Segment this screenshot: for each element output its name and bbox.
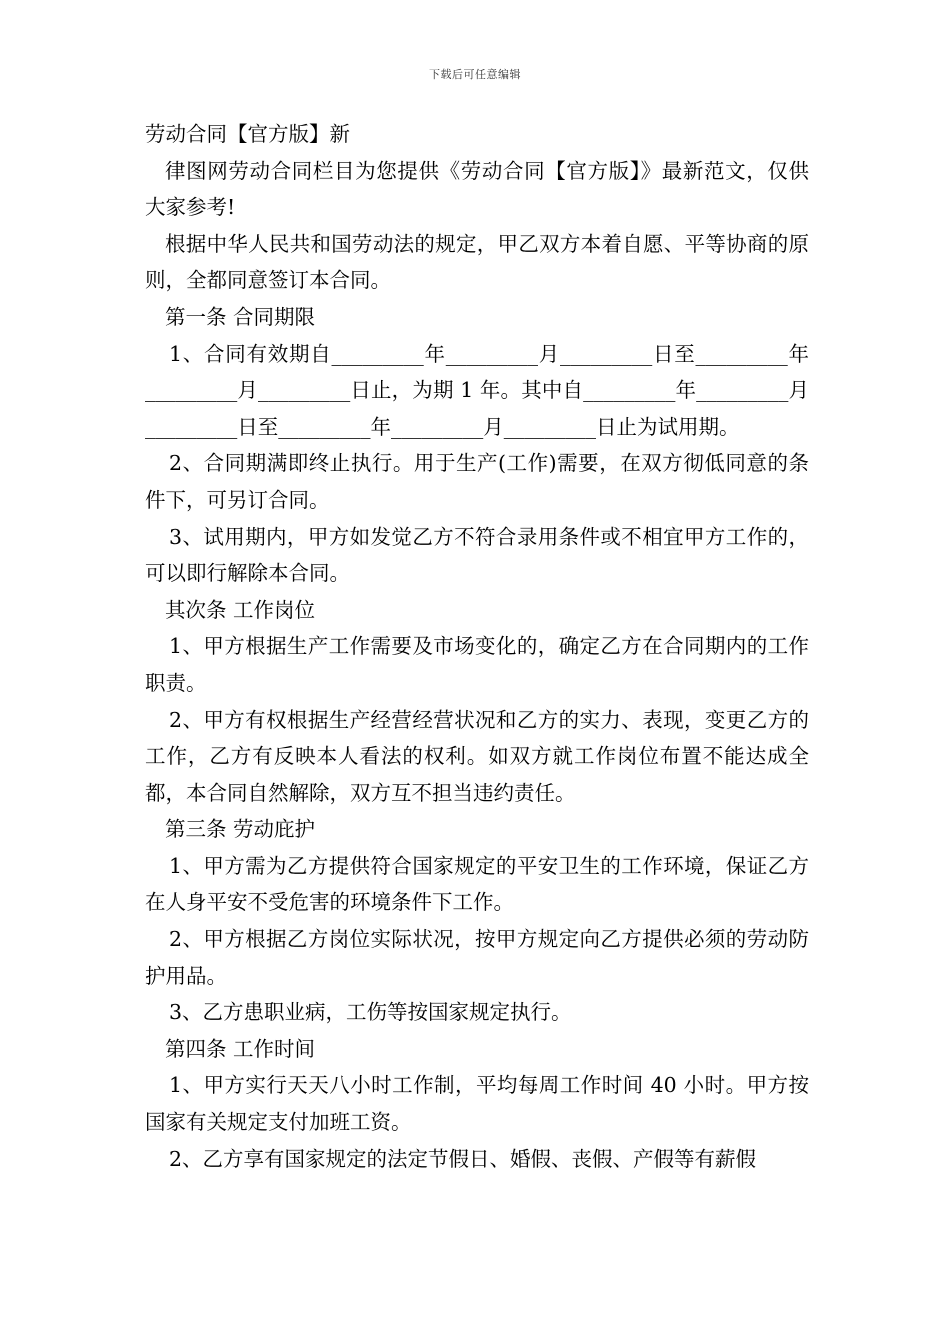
page-header-note: 下载后可任意编辑 [429, 68, 521, 81]
article-3-clause-3: 3、乙方患职业病，工伤等按国家规定执行。 [169, 1000, 572, 1025]
document-title: 劳动合同【官方版】新 [145, 122, 350, 146]
article-2-heading: 其次条 工作岗位 [165, 597, 316, 622]
article-2-clause-2: 2、甲方有权根据生产经营经营状况和乙方的实力、表现，变更乙方的工作，乙方有反映本人看法的权利。如双方就工作岗位布置不能达成全都，本合同自然解除，双方互不担当违约责任。 [145, 707, 809, 805]
article-1-clause-3: 3、试用期内，甲方如发觉乙方不符合录用条件或不相宜甲方工作的，可以即行解除本合同。 [145, 524, 809, 586]
article-3-clause-1: 1、甲方需为乙方提供符合国家规定的平安卫生的工作环境，保证乙方在人身平安不受危害的环境条件下工作。 [145, 853, 809, 915]
article-4-clause-1: 1、甲方实行天天八小时工作制，平均每周工作时间 40 小时。甲方按国家有关规定支付加班工资。 [145, 1073, 809, 1135]
article-4-heading: 第四条 工作时间 [165, 1036, 316, 1061]
intro-paragraph: 律图网劳动合同栏目为您提供《劳动合同【官方版】》最新范文，仅供大家参考! [145, 158, 809, 220]
article-1-clause-1: 1、合同有效期自_________年_________月_________日至_________年_________月_________日止，为期 1 年。其中自_________年_________月_________日至_________年_________月_________日止为试用期。 [145, 341, 809, 439]
article-4-clause-2: 2、乙方享有国家规定的法定节假日、婚假、丧假、产假等有薪假 [169, 1146, 757, 1171]
article-3-clause-2: 2、甲方根据乙方岗位实际状况，按甲方规定向乙方提供必须的劳动防护用品。 [145, 927, 809, 988]
article-2-clause-1: 1、甲方根据生产工作需要及市场变化的，确定乙方在合同期内的工作职责。 [145, 634, 809, 695]
article-1-clause-2: 2、合同期满即终止执行。用于生产(工作)需要，在双方彻低同意的条件下，可另订合同。 [145, 451, 809, 512]
preamble-paragraph: 根据中华人民共和国劳动法的规定，甲乙双方本着自愿、平等协商的原则，全都同意签订本合同。 [145, 231, 809, 293]
document-body [145, 116, 809, 1177]
article-1-heading: 第一条 合同期限 [165, 304, 316, 329]
article-3-heading: 第三条 劳动庇护 [165, 817, 316, 842]
